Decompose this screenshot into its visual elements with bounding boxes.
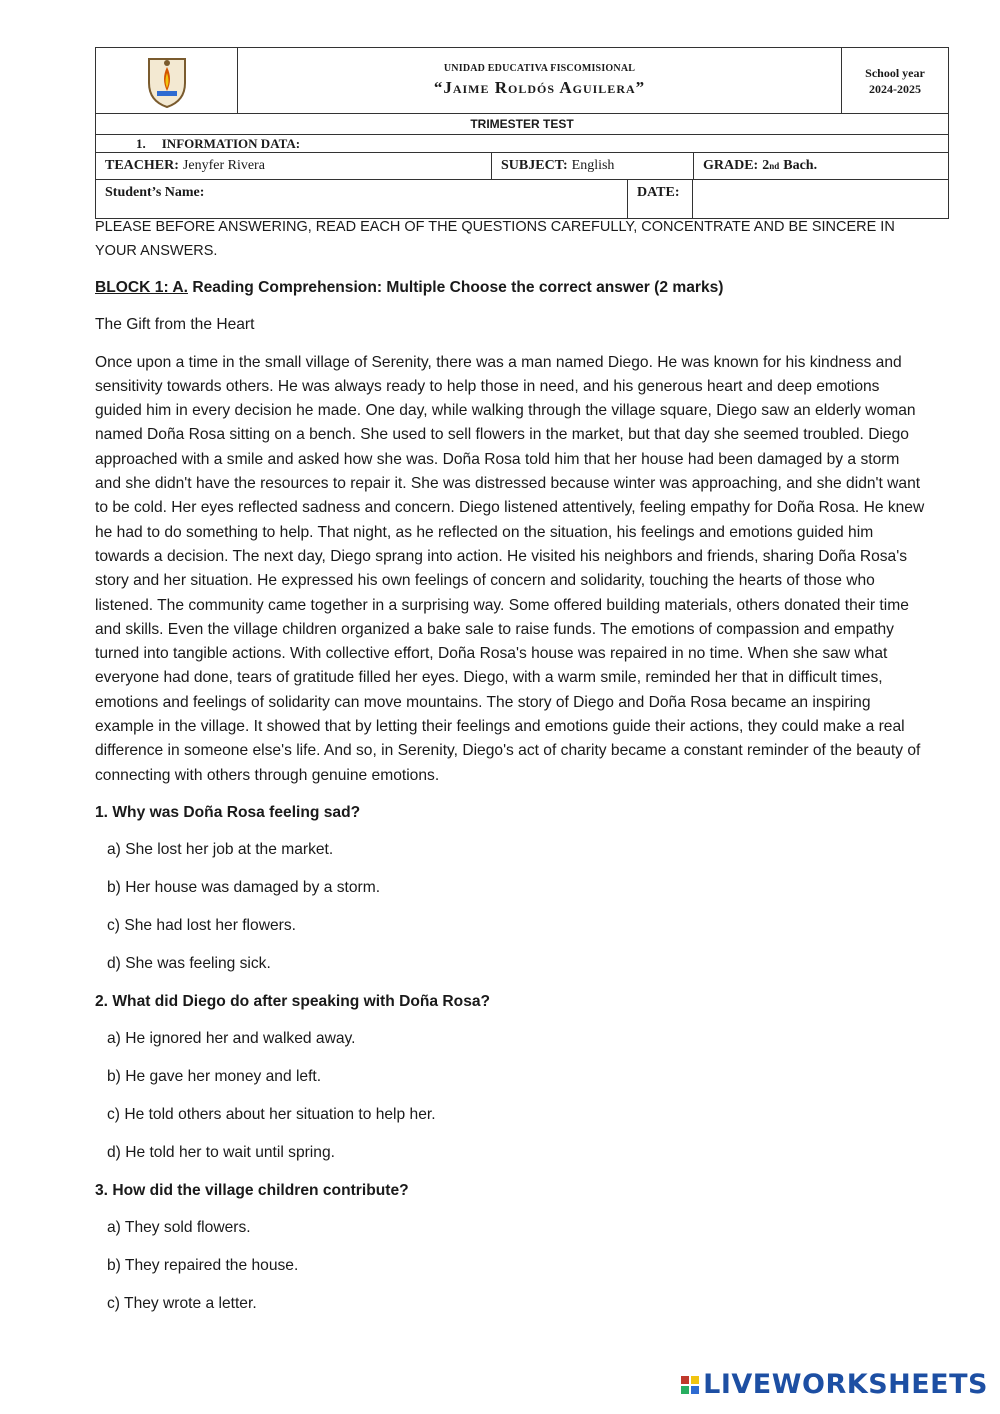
test-title: TRIMESTER TEST — [470, 117, 574, 131]
liveworksheets-logo[interactable] — [681, 1369, 988, 1400]
liveworksheets-logo-icon — [681, 1376, 699, 1394]
school-name: UNIDAD EDUCATIVA FISCOMISIONAL — [443, 63, 636, 74]
header-table — [95, 47, 949, 219]
grade-label: GRADE: — [703, 158, 759, 173]
school-year-value: 2024-2025 — [869, 81, 921, 96]
question-2 — [95, 990, 925, 1165]
question-1 — [95, 801, 925, 976]
answer-option[interactable]: d) He told her to wait until spring. — [107, 1143, 335, 1161]
block-title — [95, 276, 925, 300]
info-heading — [96, 135, 948, 152]
date-label: DATE: — [637, 185, 680, 200]
answer-option[interactable]: b) They repaired the house. — [107, 1256, 299, 1274]
grade-value-sup: nd — [769, 161, 780, 171]
school-logo-cell — [96, 48, 238, 113]
teacher-label: TEACHER: — [105, 158, 179, 173]
question-3 — [95, 1179, 925, 1316]
info-label: INFORMATION DATA: — [161, 135, 301, 151]
grade-value-num: 2 — [762, 158, 770, 173]
answer-option[interactable]: b) He gave her money and left. — [107, 1067, 322, 1085]
answer-option[interactable]: b) Her house was damaged by a storm. — [107, 879, 381, 897]
school-title-cell — [238, 48, 842, 113]
answer-option[interactable]: d) She was feeling sick. — [107, 954, 271, 972]
question-text: 2. What did Diego do after speaking with Doña Rosa? — [95, 992, 491, 1010]
school-crest-icon — [145, 53, 189, 109]
grade-value-rest: Bach. — [783, 158, 818, 173]
answer-option[interactable]: a) They sold flowers. — [107, 1218, 251, 1236]
instructions: PLEASE BEFORE ANSWERING, READ EACH OF THE QUESTIONS CAREFULLY, CONCENTRATE AND BE SINCERE IN YOUR ANSWERS. — [95, 219, 895, 259]
answer-option[interactable]: c) She had lost her flowers. — [107, 917, 296, 935]
answer-option[interactable]: c) He told others about her situation to help her. — [107, 1105, 436, 1123]
student-name-cell[interactable] — [96, 180, 628, 218]
date-input-cell[interactable] — [693, 180, 948, 218]
worksheet-content — [95, 216, 925, 1330]
answer-option[interactable]: c) They wrote a letter. — [107, 1294, 257, 1312]
subject-cell — [492, 153, 694, 179]
teacher-cell — [96, 153, 492, 179]
school-subtitle: “Jaime Roldós Aguilera” — [433, 78, 646, 97]
question-text: 1. Why was Doña Rosa feeling sad? — [95, 803, 361, 821]
subject-value: English — [571, 158, 615, 173]
block-prefix: BLOCK 1: A. — [95, 279, 188, 296]
school-year-cell — [842, 48, 948, 113]
teacher-value: Jenyfer Rivera — [182, 158, 265, 173]
block-heading: Reading Comprehension: Multiple Choose the correct answer (2 marks) — [187, 279, 724, 296]
answer-option[interactable]: a) She lost her job at the market. — [107, 841, 334, 859]
story-text: Once upon a time in the small village of Serenity, there was a man named Diego. He was known for his kindness and sensitivity towards others. He was always ready to help those in need, and his generous heart and deep emotions guided him in every decision he made. One day, while walking through the village square, Diego saw an elderly woman named Doña Rosa sitting on a bench. She used to sell flowers in the market, but that day she seemed troubled. Diego approached with a smile and asked how she was. Doña Rosa told him that her house had been damaged by a storm and she didn't have the resources to repair it. She was distressed because winter was approaching, and she didn't want to be cold. Her eyes reflected sadness and concern. Diego listened attentively, feeling empathy for Doña Rosa. He knew he had to do something to help. That night, as he reflected on the situation, his feelings and emotions guided him towards a decision. The next day, Diego sprang into action. He visited his neighbors and friends, sharing Doña Rosa's story and her situation. He expressed his own feelings of concern and solidarity, touching the hearts of those who listened. The community came together in a surprising way. Some offered building materials, others donated their time and skills. Even the village children organized a bake sale to raise funds. The emotions of compassion and empathy turned into tangible actions. With collective effort, Doña Rosa's house was repaired in no time. When she saw what everyone had done, tears of gratitude filled her eyes. Diego, with a warm smile, reminded her that in difficult times, emotions and feelings of solidarity can move mountains. The story of Diego and Doña Rosa became an inspiring example in the village. It showed that by letting their feelings and emotions guide their actions, they could make a real difference in someone else's life. And so, in Serenity, Diego's act of charity became a constant reminder of the beauty of connecting with others through genuine emotions. — [95, 353, 925, 784]
story-title: The Gift from the Heart — [95, 316, 255, 334]
subject-label: SUBJECT: — [501, 158, 568, 173]
info-number: 1. — [136, 135, 146, 151]
answer-option[interactable]: a) He ignored her and walked away. — [107, 1030, 356, 1048]
student-name-label: Student’s Name: — [105, 185, 205, 200]
liveworksheets-logo-text: LIVEWORKSHEETS — [703, 1369, 988, 1400]
grade-cell — [694, 153, 948, 179]
date-label-cell — [628, 180, 693, 218]
school-year-label: School year — [865, 65, 925, 80]
question-text: 3. How did the village children contribute? — [95, 1181, 409, 1199]
